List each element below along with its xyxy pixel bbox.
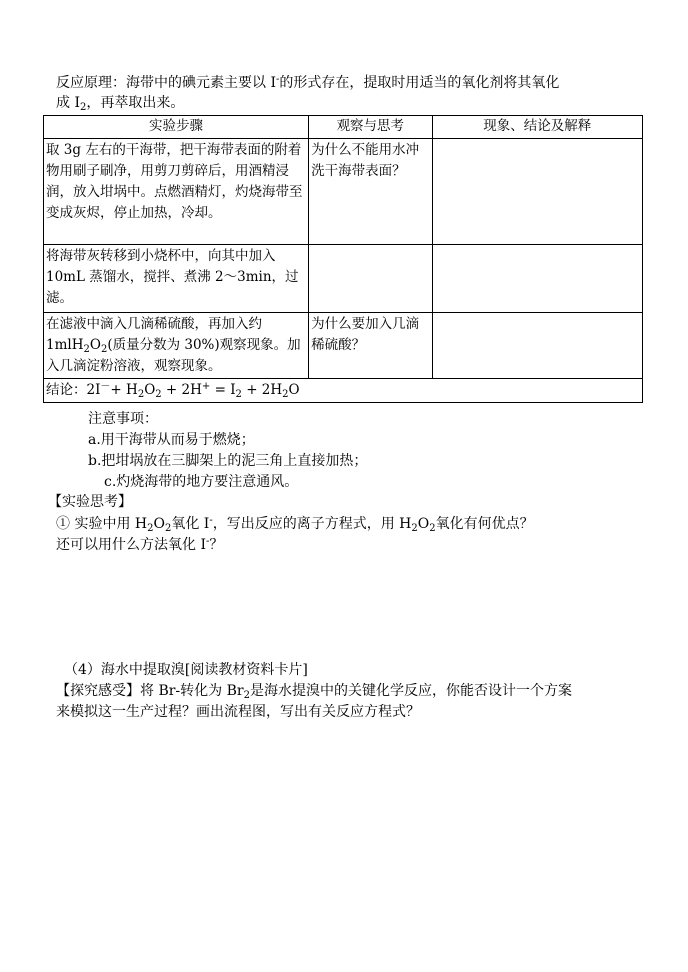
step-cell [44,313,309,379]
conclusion-text: O [144,382,156,398]
question-text: ，写出反应的离子方程式，用 H [212,516,412,532]
result-cell [432,313,642,379]
subscript: 2 [164,523,172,534]
conclusion-cell [44,379,643,403]
step-cell: 取 3g 左右的干海带，把干海带表面的附着物用刷子刷净，用剪刀剪碎后，用酒精浸润，放入坩埚中。点燃酒精灯，灼烧海带至变成灰烬，停止加热，冷却。 [44,139,309,245]
question-text: ？ [209,537,224,553]
bromine-line-1 [56,681,572,701]
superscript: - [209,515,213,526]
subscript: 2 [243,690,250,701]
conclusion-text: + 2H [161,382,202,398]
subscript: 2 [79,102,87,113]
bromine-text: 将 Br-转化为 Br [140,683,244,699]
table-header-row [44,116,643,139]
think-question-1 [56,514,534,534]
table-row [44,313,643,379]
principle-text: 海带中的碘元素主要以 I [126,75,276,91]
header-observe: 观察与思考 [309,116,432,139]
result-cell [432,139,642,245]
principle-text: 成 I [56,95,80,111]
question-text: O [417,516,430,532]
principle-text: 的形式存在，提取时用适当的氧化剂将其氧化 [279,75,560,91]
header-steps: 实验步骤 [44,116,309,139]
principle-label: 反应原理： [56,75,126,91]
superscript: + [201,381,211,392]
superscript: - [275,74,280,85]
table-row [44,245,643,313]
question-text: 氧化有何优点？ [435,516,534,532]
subscript: 2 [429,523,436,534]
conclusion-row [44,379,643,403]
experiment-table [43,115,643,403]
note-a: a.用干海带从而易于燃烧； [88,432,255,448]
principle-text: ，再萃取出来。 [86,95,185,111]
subscript: 2 [83,344,90,355]
conclusion-text: = I [210,382,236,398]
note-c: c.灼烧海带的地方要注意通风。 [104,474,299,490]
think-question-2 [56,535,223,555]
subscript: 2 [100,344,108,355]
step-text: O [89,337,101,353]
think-heading: 【实验思考】 [48,494,132,510]
question-text: 氧化 I [171,516,210,532]
bromine-line-2: 来模拟这一生产过程？画出流程图，写出有关反应方程式？ [56,704,420,720]
conclusion-text: 结论：2I [46,382,101,398]
bromine-text: 是海水提溴中的关键化学反应，你能否设计一个方案 [249,683,572,699]
subscript: 2 [147,523,154,534]
bromine-title: （4）海水中提取溴[阅读教材资料卡片] [64,662,308,678]
question-text: O [153,516,165,532]
step-text: 在滤液中滴入几滴稀硫酸，再加入约 1mlH [46,316,262,353]
explore-label: 【探究感受】 [56,683,140,699]
conclusion-text: O [288,382,300,398]
subscript: 2 [235,389,242,400]
think-cell: 为什么要加入几滴稀硫酸？ [309,313,432,379]
principle-line-2 [56,93,184,113]
notes-title: 注意事项： [88,411,158,427]
subscript: 2 [411,523,418,534]
table-row [44,139,643,245]
think-cell: 为什么不能用水冲洗干海带表面？ [309,139,432,245]
conclusion-text: + H [110,382,138,398]
superscript: - [205,536,210,547]
think-cell [309,245,432,313]
subscript: 2 [155,389,162,400]
note-b: b.把坩埚放在三脚架上的泥三角上直接加热； [88,453,368,469]
superscript: － [100,381,111,392]
question-text: ① 实验中用 H [56,516,148,532]
step-cell: 将海带灰转移到小烧杯中，向其中加入 10mL 蒸馏水，搅拌、煮沸 2～3min，过滤。 [44,245,309,313]
question-text: 还可以用什么方法氧化 I [56,537,206,553]
header-result: 现象、结论及解释 [432,116,642,139]
step-text: (质量分数为 30%)观察现象。加入几滴淀粉溶液，观察现象。 [46,337,301,374]
subscript: 2 [137,389,145,400]
subscript: 2 [282,389,289,400]
principle-line-1 [56,73,559,93]
result-cell [432,245,642,313]
conclusion-text: + 2H [241,382,283,398]
